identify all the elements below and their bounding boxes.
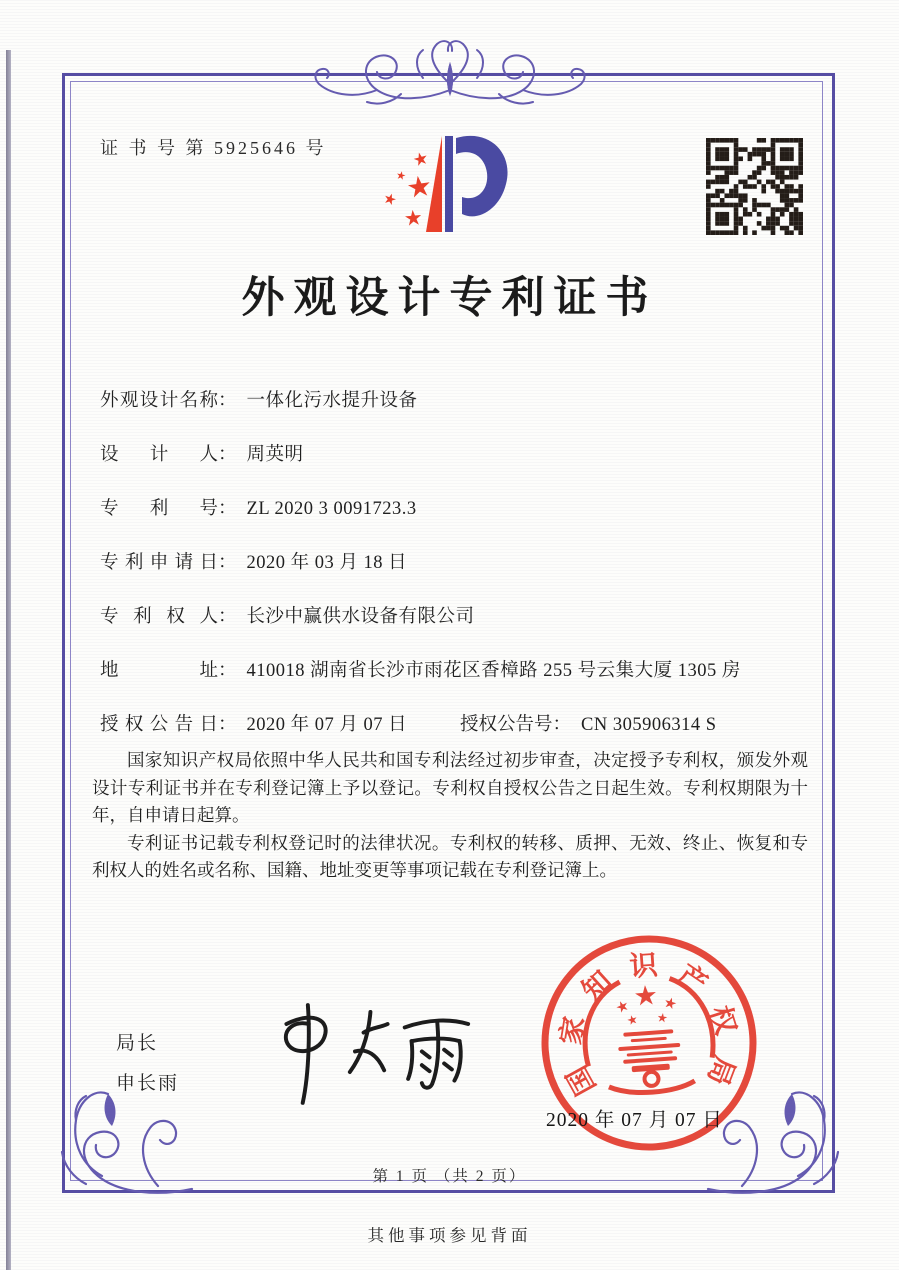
back-side-note: 其他事项参见背面 (367, 1226, 532, 1245)
national-emblem-icon (581, 976, 716, 1097)
field-value: CN 305906314 S (581, 715, 717, 735)
field-value: 2020 年 03 月 18 日 (246, 553, 408, 573)
seal-date: 2020 年 07 月 07 日 (546, 1110, 723, 1131)
field-value: 周英明 (246, 445, 304, 465)
seal-char: 国 (561, 1060, 603, 1100)
page-number: 第 1 页 （共 2 页） (372, 1168, 527, 1185)
field-label: 专利申请日 (100, 553, 218, 573)
field-filing-date: 专利申请日： 2020 年 03 月 18 日 (100, 548, 407, 574)
field-patentee: 专利权人： 长沙中赢供水设备有限公司 (100, 602, 475, 628)
field-design-name: 外观设计名称： 一体化污水提升设备 (100, 386, 418, 412)
field-label: 专利号 (100, 499, 218, 519)
field-value: 一体化污水提升设备 (246, 391, 418, 411)
field-grant-date: 授权公告日： 2020 年 07 月 07 日 授权公告号： CN 305906314 S (100, 710, 407, 736)
field-designer: 设计人： 周英明 (100, 440, 304, 466)
body-paragraph-2: 专利证书记载专利权登记时的法律状况。专利权的转移、质押、无效、终止、恢复和专利权人的姓名或名称、国籍、地址变更等事项记载在专利登记簿上。 (92, 832, 808, 880)
qr-modules (706, 138, 803, 235)
cnipa-logo-icon (372, 128, 522, 243)
issuer-title: 局长 (116, 1033, 159, 1054)
seal-char: 局 (700, 1051, 740, 1090)
field-patent-number: 专利号： ZL 2020 3 0091723.3 (100, 494, 417, 520)
field-grant-number: 授权公告号： CN 305906314 S (460, 715, 717, 735)
field-label: 授权公告日 (100, 715, 218, 735)
field-label: 授权公告号 (460, 715, 553, 735)
field-label: 地址 (100, 661, 218, 681)
document-title: 外观设计专利证书 (241, 275, 658, 322)
issuer-name: 申长雨 (116, 1073, 180, 1094)
field-label: 外观设计名称 (100, 391, 218, 411)
body-paragraph-1: 国家知识产权局依照中华人民共和国专利法经过初步审查，决定授予专利权，颁发外观设计专利证书并在专利登记簿上予以登记。专利权自授权公告之日起生效。专利权期限为十年，自申请日起算。 (92, 750, 808, 825)
qr-code (706, 138, 803, 235)
field-value: 长沙中赢供水设备有限公司 (246, 607, 475, 627)
seal-char: 知 (576, 965, 619, 1008)
seal-char: 产 (671, 959, 713, 1001)
field-value: 410018 湖南省长沙市雨花区香樟路 255 号云集大厦 1305 房 (246, 661, 741, 681)
seal-char: 识 (628, 950, 659, 984)
field-value: ZL 2020 3 0091723.3 (246, 499, 417, 519)
field-label: 设计人 (100, 445, 218, 465)
seal-char: 家 (555, 1014, 592, 1048)
field-label: 专利权人 (100, 607, 218, 627)
body-text (92, 747, 808, 885)
field-value: 2020 年 07 月 07 日 (246, 715, 408, 735)
seal-char: 权 (703, 1002, 741, 1039)
field-address: 地址： 410018 湖南省长沙市雨花区香樟路 255 号云集大厦 1305 房 (100, 656, 741, 682)
certificate-number: 证 书 号 第 5925646 号 (100, 138, 327, 158)
scan-edge-shadow (6, 50, 11, 1270)
signature-image (235, 998, 475, 1110)
